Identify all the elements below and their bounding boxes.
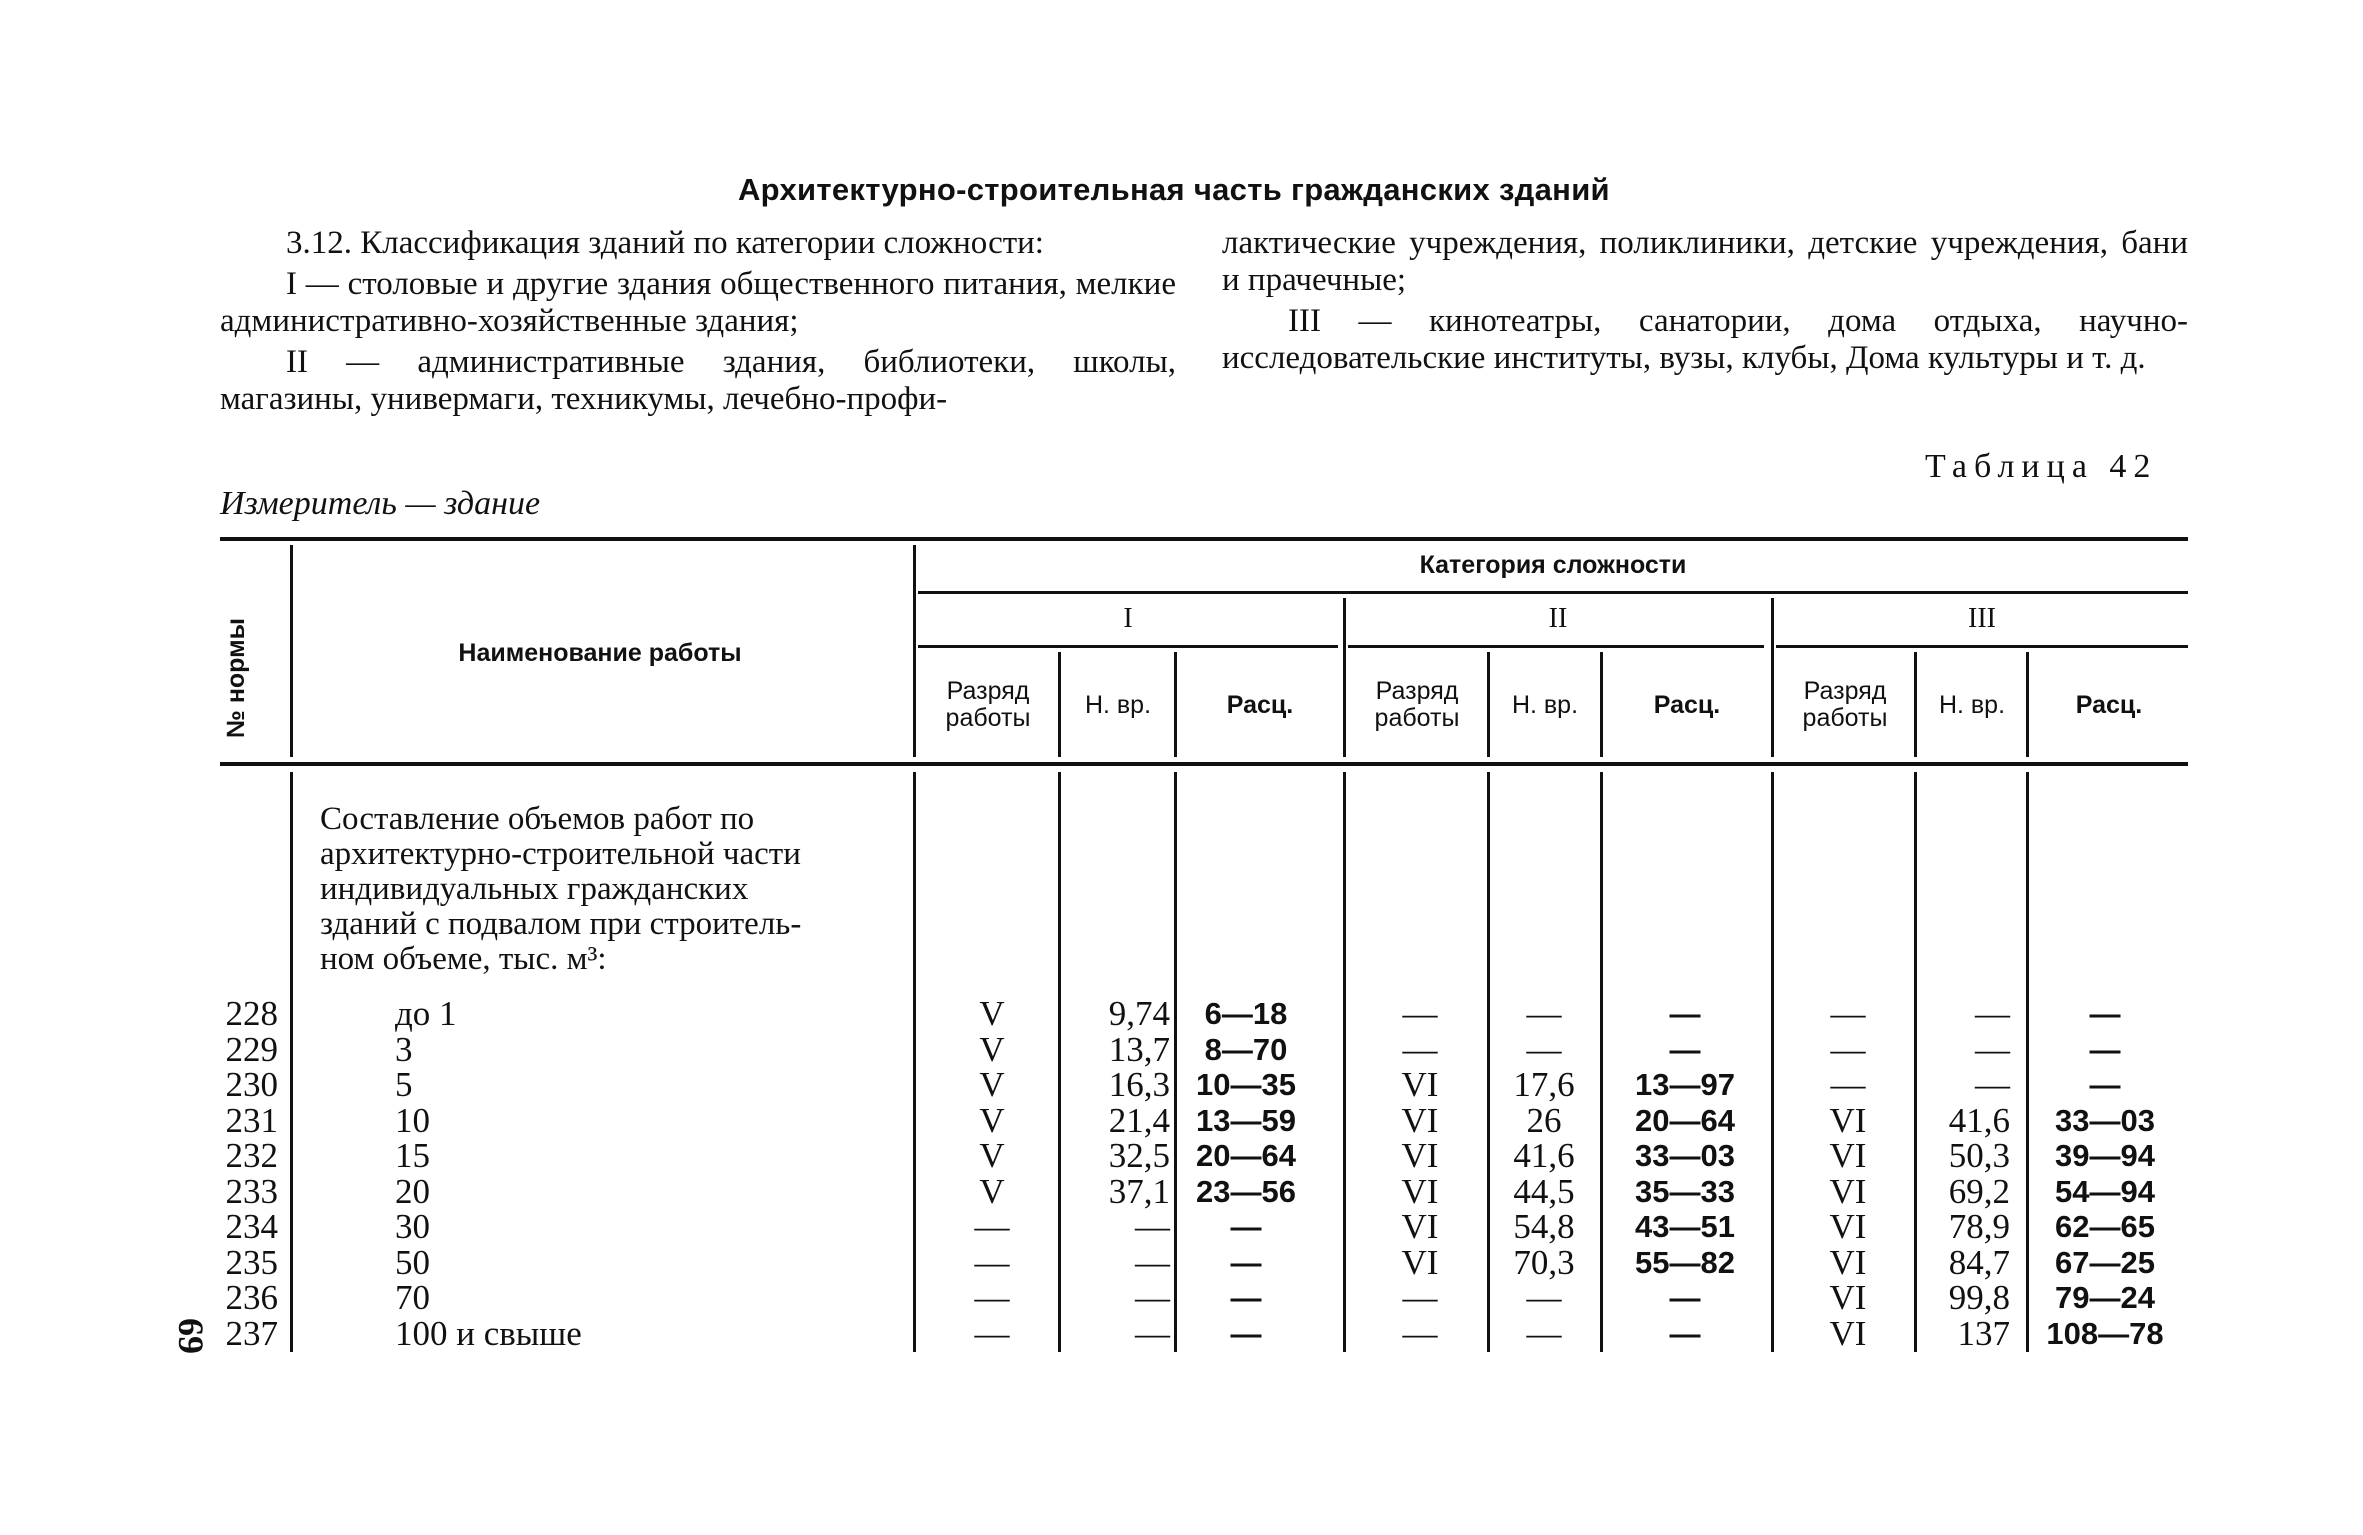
norm-number-cell: 232 [225, 1136, 278, 1175]
rank-header-line: работы [1374, 704, 1460, 732]
cat3-price-cell: 67—25 [2055, 1244, 2155, 1280]
cat1-price-cell: 20—64 [1196, 1138, 1296, 1173]
cat2-price-cell: — [1669, 1315, 1701, 1351]
time-header: Н. вр. [1938, 691, 2006, 719]
section-heading: Архитектурно-строительная часть гражданских зданий [738, 172, 1610, 207]
intro-paragraph: III — кинотеатры, санатории, дома отдыха, научно-исследовательские институты, вузы, клубы, Дома культуры и т. д. [1222, 303, 2188, 376]
complexity-header: Категория сложности [1419, 551, 1687, 579]
header-rule [918, 645, 1338, 648]
description-line: Составление объемов работ по [320, 801, 755, 837]
cat1-rank-cell: — [974, 1242, 1010, 1282]
cat3-time-cell: — [1975, 1065, 2010, 1104]
cat1-price-cell: 13—59 [1196, 1102, 1296, 1138]
cat1-time-cell: 21,4 [1108, 1100, 1170, 1140]
cat1-price-cell: 23—56 [1196, 1173, 1296, 1209]
cat3-price-cell: — [2089, 1067, 2121, 1102]
cat2-time-cell: — [1526, 1278, 1562, 1317]
table-label: Таблица 42 [1925, 448, 2158, 485]
cat3-rank-cell: VI [1829, 1136, 1867, 1175]
cat3-price-cell: 108—78 [2046, 1315, 2164, 1351]
cat2-rank-cell: — [1402, 1313, 1438, 1353]
cat2-price-cell: 43—51 [1635, 1209, 1735, 1244]
header-rule [1776, 645, 2188, 648]
description-line: зданий с подвалом при строитель- [320, 906, 802, 942]
cat2-rank-cell: VI [1401, 1065, 1439, 1104]
norm-number-cell: 230 [225, 1065, 278, 1104]
cat3-rank-cell: VI [1829, 1242, 1867, 1282]
cat2-price-cell: 13—97 [1635, 1067, 1735, 1102]
table-row [0, 1171, 2363, 1211]
cat2-price-cell: 35—33 [1635, 1173, 1735, 1209]
norm-number-cell: 229 [225, 1029, 278, 1069]
table-row [0, 1029, 2363, 1069]
cat2-price-cell: — [1669, 1031, 1701, 1067]
category-header: III [1968, 603, 1996, 634]
volume-cell: 10 [395, 1100, 430, 1140]
cat1-time-cell: — [1135, 1242, 1170, 1282]
cat2-price-cell: 55—82 [1635, 1244, 1735, 1280]
volume-cell: 5 [395, 1065, 413, 1104]
table-row [0, 996, 2363, 1031]
cat1-time-cell: 9,74 [1108, 994, 1170, 1033]
norm-number-cell: 237 [225, 1313, 278, 1353]
rank-header-line: работы [1802, 704, 1888, 732]
cat1-rank-cell: — [974, 1278, 1010, 1317]
description-line: индивидуальных гражданских [320, 871, 749, 907]
cat2-rank-cell: VI [1401, 1242, 1439, 1282]
cat3-time-cell: 99,8 [1948, 1278, 2010, 1317]
cat1-rank-cell: — [974, 1313, 1010, 1353]
cat2-rank-cell: VI [1401, 1171, 1439, 1211]
cat3-price-cell: — [2089, 1031, 2121, 1067]
category-header: I [1123, 603, 1133, 634]
table-row [0, 1280, 2363, 1315]
cat2-price-cell: — [1669, 996, 1701, 1031]
cat2-rank-cell: VI [1401, 1136, 1439, 1175]
description-line: архитектурно-строительной части [320, 836, 801, 872]
cat2-price-cell: 20—64 [1635, 1102, 1735, 1138]
column-divider [1600, 652, 1603, 757]
intro-paragraph: лактические учреждения, поликлиники, детские учреждения, бани и прачечные; [1222, 225, 2188, 298]
cat1-price-cell: — [1230, 1315, 1262, 1351]
volume-cell: 70 [395, 1278, 430, 1317]
work-name-header: Наименование работы [458, 639, 742, 667]
rank-header-line: работы [945, 704, 1031, 732]
cat2-rank-cell: — [1402, 1278, 1438, 1317]
price-header: Расц. [2075, 691, 2143, 719]
norm-number-cell: 228 [225, 994, 278, 1033]
rank-header [918, 678, 1058, 732]
cat2-rank-cell: — [1402, 994, 1438, 1033]
cat2-rank-cell: VI [1401, 1207, 1439, 1246]
rank-header [1347, 678, 1487, 732]
cat3-price-cell: 33—03 [2055, 1102, 2155, 1138]
cat3-rank-cell: — [1830, 1065, 1866, 1104]
cat2-rank-cell: — [1402, 1029, 1438, 1069]
rank-header-line: Разряд [1375, 677, 1459, 705]
rank-header-line: Разряд [1803, 677, 1887, 705]
column-divider [290, 545, 293, 757]
table-row [0, 1067, 2363, 1102]
time-header: Н. вр. [1084, 691, 1152, 719]
cat2-price-cell: 33—03 [1635, 1138, 1735, 1173]
cat2-time-cell: 54,8 [1513, 1207, 1575, 1246]
cat3-time-cell: — [1975, 1029, 2010, 1069]
norm-number-cell: 235 [225, 1242, 278, 1282]
cat2-time-cell: — [1526, 1029, 1562, 1069]
category-header: II [1548, 603, 1568, 634]
cat1-rank-cell: V [979, 1171, 1005, 1211]
cat1-time-cell: — [1135, 1207, 1170, 1246]
table-row [0, 1138, 2363, 1173]
cat1-price-cell: — [1230, 1244, 1262, 1280]
cat3-rank-cell: — [1830, 1029, 1866, 1069]
cat2-time-cell: — [1526, 1313, 1562, 1353]
cat3-rank-cell: VI [1829, 1278, 1867, 1317]
cat2-price-cell: — [1669, 1280, 1701, 1315]
volume-cell: 50 [395, 1242, 430, 1282]
time-header: Н. вр. [1511, 691, 1579, 719]
cat1-rank-cell: V [979, 1029, 1005, 1069]
volume-cell: 100 и свыше [395, 1313, 582, 1353]
cat3-time-cell: 41,6 [1948, 1100, 2010, 1140]
column-divider [1771, 598, 1774, 757]
intro-paragraph: II — административные здания, библиотеки, школы, магазины, универмаги, техникумы, лечебно-профи- [220, 344, 1176, 417]
cat2-time-cell: 70,3 [1513, 1242, 1575, 1282]
cat3-time-cell: 78,9 [1948, 1207, 2010, 1246]
cat3-time-cell: 50,3 [1948, 1136, 2010, 1175]
cat1-rank-cell: V [979, 1136, 1005, 1175]
column-divider [913, 545, 916, 757]
cat3-time-cell: 84,7 [1948, 1242, 2010, 1282]
cat2-time-cell: 44,5 [1513, 1171, 1575, 1211]
description-line: ном объеме, тыс. м³: [320, 941, 607, 977]
cat3-price-cell: 54—94 [2055, 1173, 2155, 1209]
cat2-time-cell: — [1526, 994, 1562, 1033]
cat2-time-cell: 41,6 [1513, 1136, 1575, 1175]
cat1-rank-cell: — [974, 1207, 1010, 1246]
norm-number-cell: 233 [225, 1171, 278, 1211]
price-header: Расц. [1653, 691, 1721, 719]
column-divider [1174, 652, 1177, 757]
volume-cell: 20 [395, 1171, 430, 1211]
cat3-rank-cell: VI [1829, 1207, 1867, 1246]
table-row [0, 1242, 2363, 1282]
table-header-bottom-rule [220, 762, 2188, 766]
volume-cell: до 1 [395, 994, 457, 1033]
header-rule [1348, 645, 1764, 648]
header-rule [918, 591, 2188, 594]
price-header: Расц. [1226, 691, 1294, 719]
cat3-time-cell: — [1975, 994, 2010, 1033]
cat3-rank-cell: VI [1829, 1313, 1867, 1353]
cat1-rank-cell: V [979, 1065, 1005, 1104]
cat1-price-cell: 10—35 [1196, 1067, 1296, 1102]
column-divider [1487, 652, 1490, 757]
rank-header [1775, 678, 1915, 732]
intro-left-column [220, 225, 1176, 422]
cat3-price-cell: — [2089, 996, 2121, 1031]
intro-right-column [1222, 225, 2188, 381]
rank-header-line: Разряд [946, 677, 1030, 705]
table-top-rule [220, 537, 2188, 541]
cat1-price-cell: 6—18 [1204, 996, 1288, 1031]
cat1-rank-cell: V [979, 1100, 1005, 1140]
intro-paragraph: 3.12. Классификация зданий по категории сложности: [286, 225, 1044, 261]
cat1-time-cell: — [1135, 1278, 1170, 1317]
norm-number-header: № нормы [222, 618, 250, 738]
cat3-price-cell: 79—24 [2055, 1280, 2155, 1315]
column-divider [1343, 598, 1346, 757]
cat3-rank-cell: VI [1829, 1171, 1867, 1211]
cat1-time-cell: 37,1 [1108, 1171, 1170, 1211]
intro-paragraph: I — столовые и другие здания общественного питания, мелкие административно-хозяйственные здания; [220, 266, 1176, 339]
cat3-rank-cell: VI [1829, 1100, 1867, 1140]
cat2-time-cell: 26 [1526, 1100, 1562, 1140]
measure-unit: Измеритель — здание [220, 485, 541, 522]
cat3-price-cell: 62—65 [2055, 1209, 2155, 1244]
volume-cell: 30 [395, 1207, 430, 1246]
cat1-rank-cell: V [979, 994, 1005, 1033]
cat3-price-cell: 39—94 [2055, 1138, 2155, 1173]
cat1-time-cell: 32,5 [1108, 1136, 1170, 1175]
table-row [0, 1313, 2363, 1353]
cat3-rank-cell: — [1830, 994, 1866, 1033]
cat1-time-cell: — [1135, 1313, 1170, 1353]
cat1-price-cell: — [1230, 1280, 1262, 1315]
cat2-time-cell: 17,6 [1513, 1065, 1575, 1104]
cat1-price-cell: — [1230, 1209, 1262, 1244]
norm-number-cell: 234 [225, 1207, 278, 1246]
column-divider [1058, 652, 1061, 757]
cat3-time-cell: 69,2 [1948, 1171, 2010, 1211]
column-divider [2026, 652, 2029, 757]
cat1-time-cell: 16,3 [1108, 1065, 1170, 1104]
table-row [0, 1209, 2363, 1244]
volume-cell: 15 [395, 1136, 430, 1175]
cat3-time-cell: 137 [1957, 1313, 2010, 1353]
norm-number-cell: 231 [225, 1100, 278, 1140]
cat1-price-cell: 8—70 [1204, 1031, 1288, 1067]
table-row [0, 1100, 2363, 1140]
cat1-time-cell: 13,7 [1108, 1029, 1170, 1069]
work-description [320, 802, 902, 977]
norm-number-cell: 236 [225, 1278, 278, 1317]
volume-cell: 3 [395, 1029, 413, 1069]
cat2-rank-cell: VI [1401, 1100, 1439, 1140]
page-number: 69 [171, 1318, 211, 1354]
